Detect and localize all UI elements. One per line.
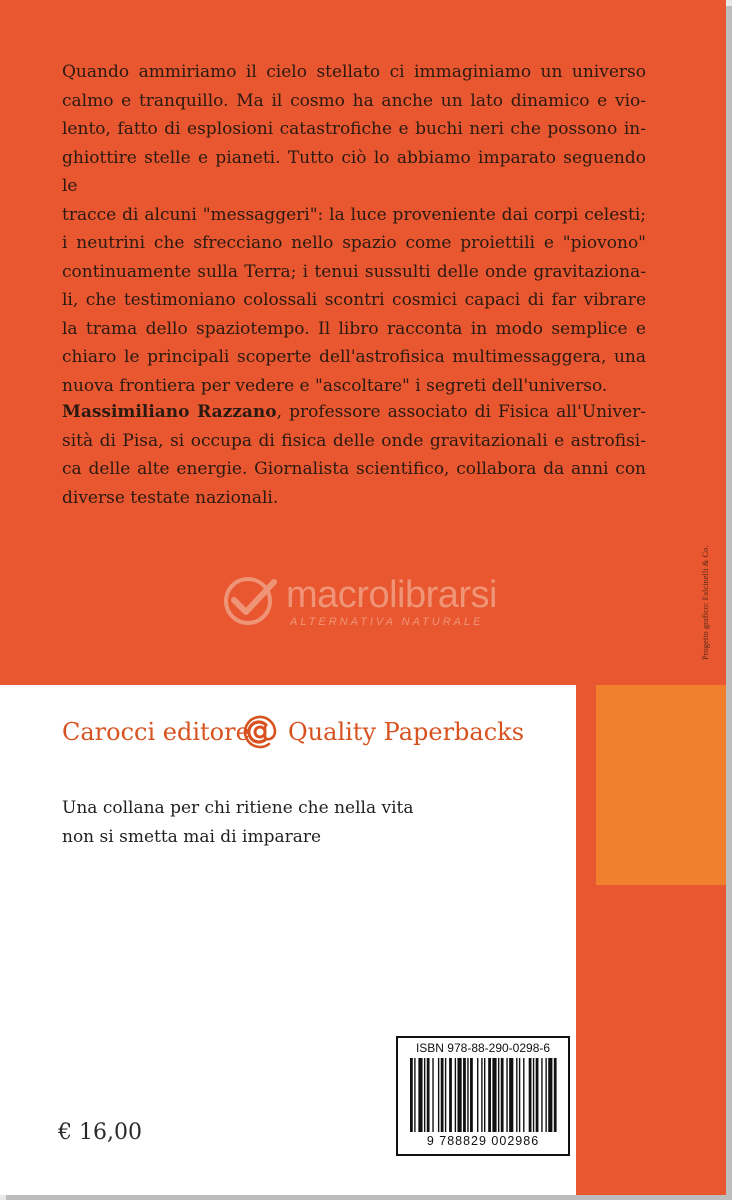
barcode-bar — [506, 1058, 507, 1132]
accent-block — [596, 685, 726, 885]
blurb-line: lento, fatto di esplosioni catastrofiche e buchi neri che possono in- — [62, 119, 646, 139]
author-bio-first-line: , professore associato di Fisica all'Univer- — [276, 402, 646, 422]
barcode-bar — [529, 1058, 532, 1132]
barcode-bar — [449, 1058, 452, 1132]
barcode — [396, 1036, 570, 1156]
barcode-bar — [533, 1058, 534, 1132]
isbn: ISBN 978-88-290-0298-6 — [415, 1041, 551, 1055]
barcode-bars — [410, 1058, 558, 1132]
series-tagline-line: non si smetta mai di imparare — [62, 827, 322, 847]
blurb-line: nuova frontiera per vedere e "ascoltare" i segreti dell'universo. — [62, 375, 608, 396]
barcode-bar — [470, 1058, 473, 1132]
barcode-bar — [463, 1058, 466, 1132]
blurb-line: tracce di alcuni "messaggeri": la luce proveniente dai corpi celesti; — [62, 204, 646, 225]
barcode-bar — [519, 1058, 520, 1132]
series-tagline — [62, 794, 542, 852]
watermark — [220, 572, 540, 632]
blurb-line: Quando ammiriamo il cielo stellato ci immaginiamo un universo — [62, 62, 646, 82]
barcode-bar — [516, 1058, 517, 1132]
author-name: Massimiliano Razzano — [62, 402, 277, 422]
publisher-name: Carocci editore — [62, 718, 250, 746]
barcode-bar — [455, 1058, 456, 1132]
barcode-bar — [467, 1058, 468, 1132]
series-name: Quality Paperbacks — [288, 718, 525, 746]
blurb-line: li, che testimoniano colossali scontri cosmici capaci di far vibrare — [62, 290, 646, 310]
barcode-bar — [548, 1058, 552, 1132]
barcode-bar — [554, 1058, 557, 1132]
barcode-bar — [492, 1058, 496, 1132]
barcode-bar — [488, 1058, 491, 1132]
barcode-bar — [427, 1058, 430, 1132]
barcode-bar — [481, 1058, 482, 1132]
watermark-tagline: ALTERNATIVA NATURALE — [290, 616, 484, 628]
page-shadow-bottom — [6, 1195, 732, 1200]
barcode-bar — [410, 1058, 413, 1132]
design-credit: Progetto grafico: Falcinelli & Co. — [700, 545, 710, 660]
barcode-bar — [523, 1058, 524, 1132]
blurb-line: calmo e tranquillo. Ma il cosmo ha anche un lato dinamico e vio- — [62, 90, 646, 111]
barcode-bar — [441, 1058, 444, 1132]
barcode-bar — [509, 1058, 513, 1132]
author-bio-line: diverse testate nazionali. — [62, 487, 279, 508]
barcode-bar — [457, 1058, 461, 1132]
author-bio-line: ca delle alte energie. Giornalista scientifico, collabora da anni con — [62, 459, 646, 479]
series-tagline-line: Una collana per chi ritiene che nella vita — [62, 798, 414, 818]
blurb-line: ghiottire stelle e pianeti. Tutto ciò lo abbiamo imparato seguendo le — [62, 147, 646, 196]
page-shadow-right — [726, 6, 732, 1200]
barcode-bar — [477, 1058, 478, 1132]
author-bio-line: sità di Pisa, si occupa di fisica delle onde gravitazionali e astrofisi- — [62, 430, 646, 451]
publisher-at-logo-icon — [242, 714, 278, 750]
author-bio-line — [62, 398, 646, 427]
watermark-logo-icon — [220, 574, 280, 628]
barcode-bar — [414, 1058, 415, 1132]
blurb-line: continuamente sulla Terra; i tenui sussulti delle onde gravitaziona- — [62, 261, 646, 282]
barcode-bar — [432, 1058, 433, 1132]
barcode-bar — [424, 1058, 425, 1132]
barcode-bar — [498, 1058, 499, 1132]
barcode-bar — [445, 1058, 446, 1132]
barcode-bar — [541, 1058, 542, 1132]
price: € 16,00 — [58, 1120, 142, 1145]
barcode-bar — [438, 1058, 439, 1132]
barcode-bar — [418, 1058, 422, 1132]
barcode-bar — [484, 1058, 485, 1132]
watermark-brand: macrolibrarsi — [286, 574, 497, 616]
blurb-line: chiaro le principali scoperte dell'astrofisica multimessaggera, una — [62, 347, 646, 367]
barcode-bar — [501, 1058, 504, 1132]
author-bio — [62, 398, 646, 512]
ean-number: 9 788829 002986 — [426, 1134, 540, 1148]
barcode-bar — [536, 1058, 539, 1132]
blurb-paragraph — [62, 58, 646, 400]
blurb-line: i neutrini che sfrecciano nello spazio come proiettili e "piovono" — [62, 233, 646, 253]
barcode-bar — [545, 1058, 546, 1132]
blurb-line: la trama dello spaziotempo. Il libro racconta in modo semplice e — [62, 318, 646, 339]
publisher-line — [62, 714, 562, 754]
